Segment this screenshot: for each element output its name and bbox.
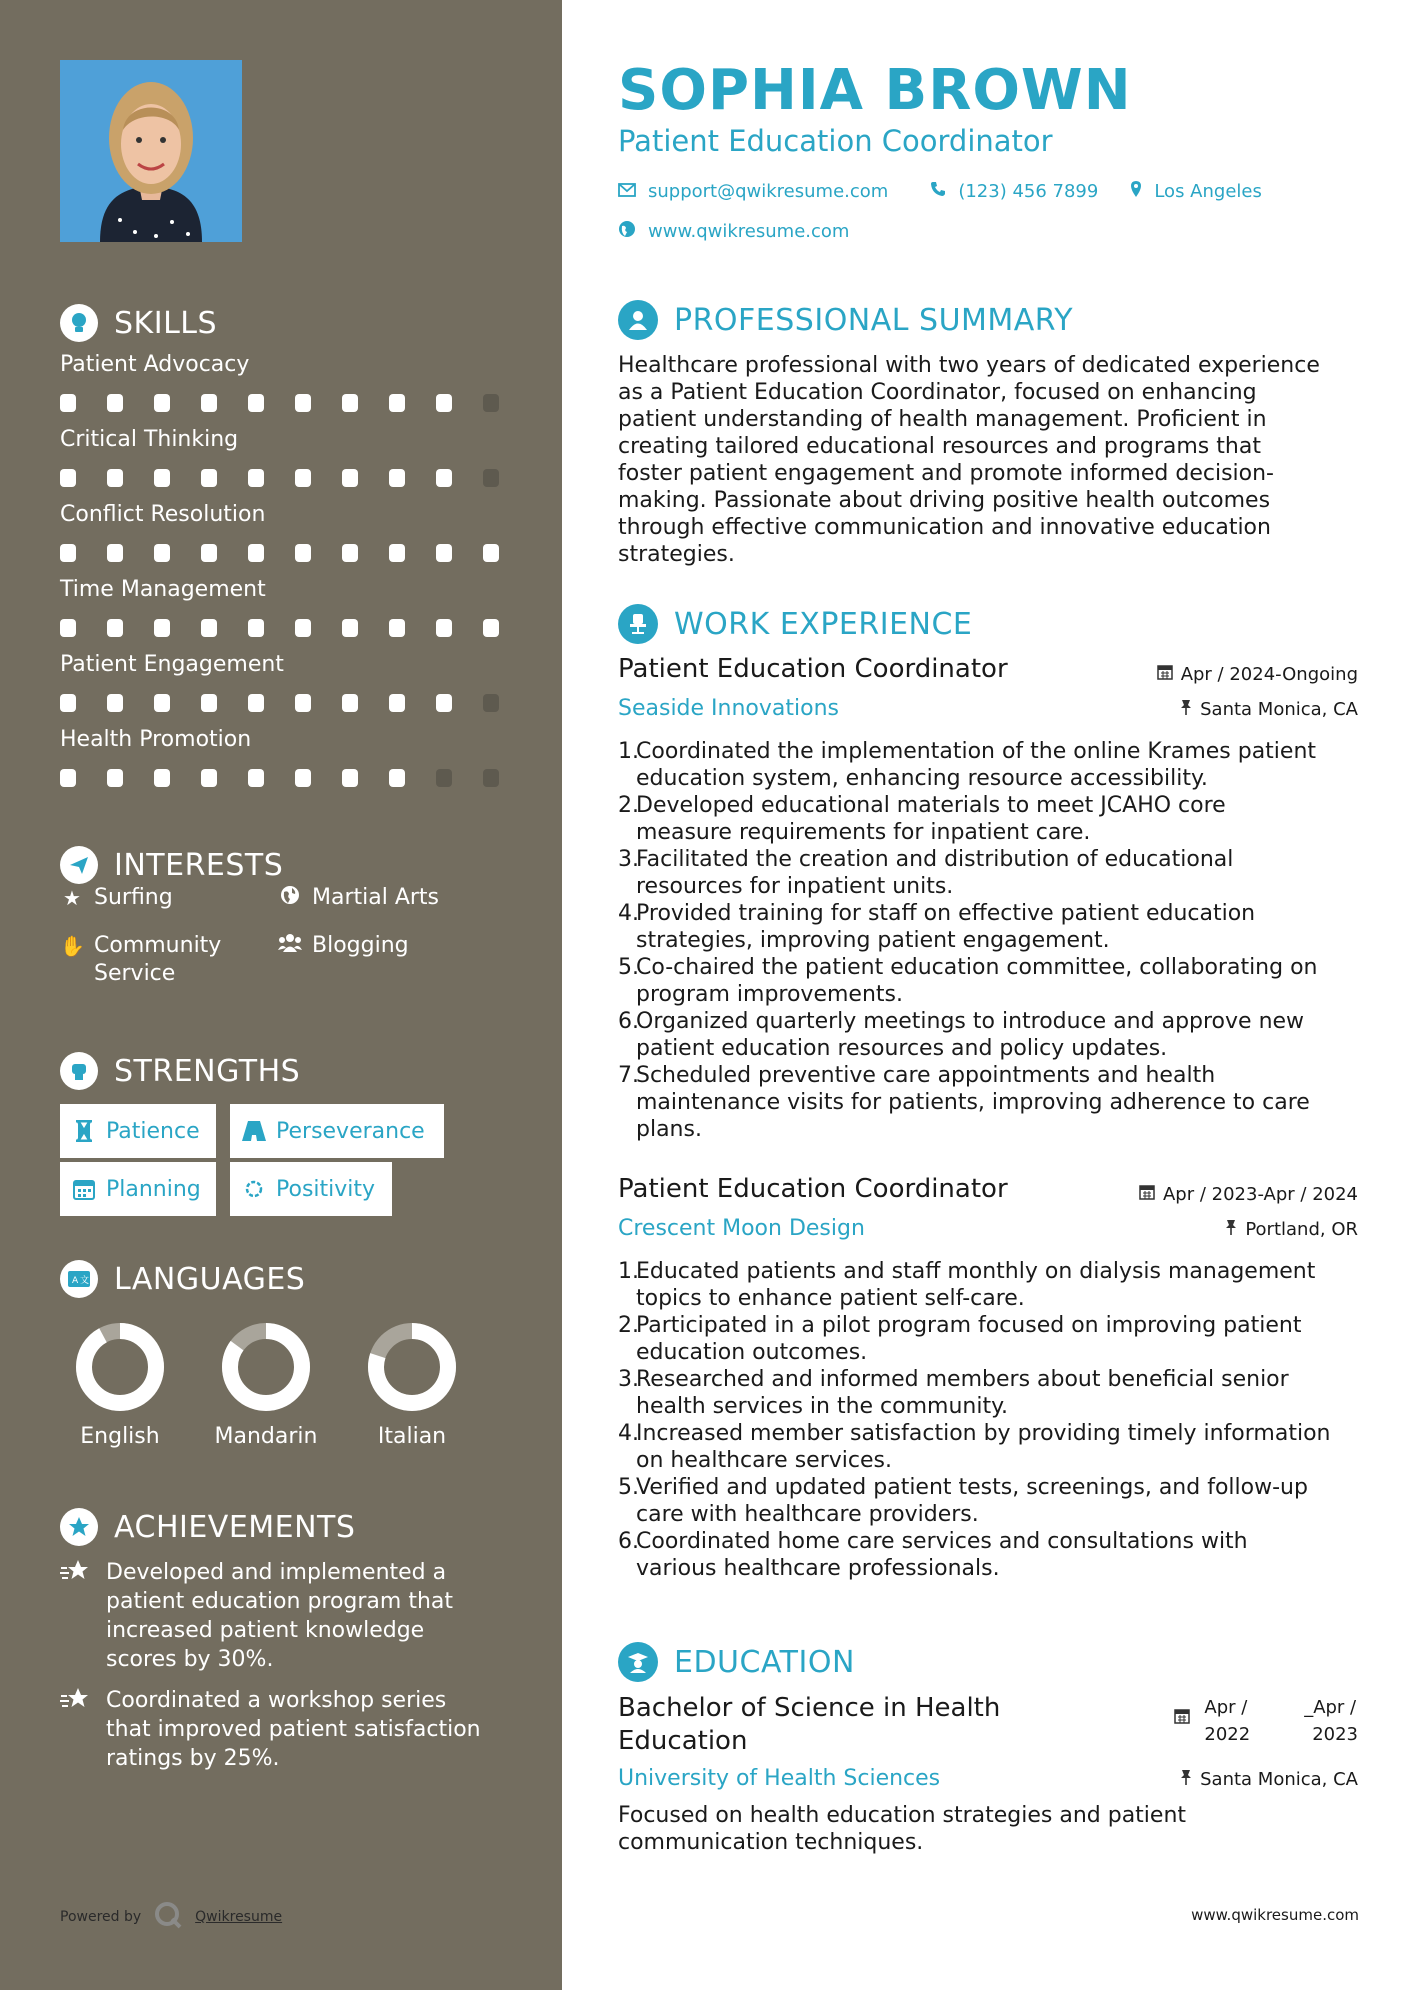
bullet-text <box>636 900 1255 954</box>
skill-dot <box>248 694 264 712</box>
skill-dot <box>107 394 123 412</box>
skill-dot <box>60 469 76 487</box>
skill-dot <box>154 769 170 787</box>
bullet-number: 6. <box>618 1529 639 1554</box>
bullet-line: Participated in a pilot program focused on improving patient <box>636 1313 1302 1338</box>
envelope-icon <box>618 181 636 202</box>
qwikresume-link[interactable]: Qwikresume <box>195 1909 283 1925</box>
star-badge-icon <box>60 1508 98 1546</box>
skill-dot <box>248 769 264 787</box>
bullet-line: Educated patients and staff monthly on dialysis management <box>636 1259 1316 1284</box>
job-location: Portland, OR <box>1225 1219 1358 1240</box>
shooting-star-icon <box>60 1686 94 1773</box>
strength-perseverance: Perseverance <box>230 1104 444 1158</box>
star-icon: ★ <box>63 886 81 910</box>
skill-dot <box>436 394 452 412</box>
bullet-line: strategies, improving patient engagement. <box>636 928 1110 953</box>
language-label: Mandarin <box>214 1424 318 1449</box>
bullet-text <box>636 1312 1301 1366</box>
qwikresume-logo-icon <box>153 1900 183 1934</box>
interest-surfing: ★ Surfing <box>60 884 173 912</box>
skill-dot <box>201 544 217 562</box>
bullet-text <box>636 1420 1330 1474</box>
bullet-number: 4. <box>618 1421 639 1446</box>
skill-dot <box>483 544 499 562</box>
skill-dot <box>248 469 264 487</box>
pushpin-icon <box>1180 699 1192 720</box>
svg-text:文: 文 <box>80 1276 90 1286</box>
education-dates: Apr / 2022 _Apr / 2023 <box>1174 1694 1358 1748</box>
skill-name: Patient Advocacy <box>60 352 250 377</box>
skill-dot <box>60 619 76 637</box>
pushpin-icon <box>1225 1219 1237 1240</box>
skill-dot <box>483 769 499 787</box>
skill-name: Time Management <box>60 577 266 602</box>
bullet-line: Developed educational materials to meet JCAHO core <box>636 793 1226 818</box>
fist-icon <box>60 1052 98 1090</box>
users-icon <box>278 932 302 960</box>
skill-item <box>60 427 510 487</box>
skill-dot <box>436 619 452 637</box>
bullet-line: Facilitated the creation and distribution of educational <box>636 847 1234 872</box>
job-bullet <box>618 1062 1358 1143</box>
bullet-text <box>636 1258 1315 1312</box>
candidate-name: SOPHIA BROWN <box>618 58 1132 123</box>
strength-positivity: Positivity <box>230 1162 392 1216</box>
bullet-number: 5. <box>618 1475 639 1500</box>
pushpin-icon <box>1180 1769 1192 1790</box>
bullet-text <box>636 1366 1289 1420</box>
language-icon <box>60 1260 98 1298</box>
bullet-line: measure requirements for inpatient care. <box>636 820 1091 845</box>
footer-website-link[interactable]: www.qwikresume.com <box>1191 1906 1359 1924</box>
job-date: Apr / 2023-Apr / 2024 <box>1139 1184 1358 1205</box>
education-location: Santa Monica, CA <box>1180 1769 1358 1790</box>
skill-dot <box>60 769 76 787</box>
skill-dot <box>483 394 499 412</box>
job-location: Santa Monica, CA <box>1180 699 1358 720</box>
job-bullet <box>618 1312 1358 1366</box>
skill-dot <box>389 694 405 712</box>
language-level-ring <box>221 1322 311 1412</box>
job-bullet <box>618 1258 1358 1312</box>
skill-level-dots <box>60 619 510 637</box>
road-icon <box>242 1119 266 1143</box>
skill-item <box>60 727 510 787</box>
bullet-number: 4. <box>618 901 639 926</box>
bullet-line: Provided training for staff on effective patient education <box>636 901 1256 926</box>
bullet-line: plans. <box>636 1117 702 1142</box>
skill-item <box>60 652 510 712</box>
job-bullet <box>618 954 1358 1008</box>
job-bullet <box>618 1474 1358 1528</box>
skill-dot <box>295 619 311 637</box>
job-title: Patient Education Coordinator <box>618 654 1008 684</box>
skill-item <box>60 502 510 562</box>
interests-heading: INTERESTS <box>60 846 283 884</box>
bullet-line: Researched and informed members about beneficial senior <box>636 1367 1289 1392</box>
language-item <box>55 1322 185 1449</box>
bullet-line: on healthcare services. <box>636 1448 892 1473</box>
bullet-line: health services in the community. <box>636 1394 1008 1419</box>
skill-dot <box>436 544 452 562</box>
skill-dot <box>342 544 358 562</box>
skill-dot <box>295 469 311 487</box>
candidate-role: Patient Education Coordinator <box>618 124 1053 158</box>
skill-level-dots <box>60 694 510 712</box>
strength-planning: Planning <box>60 1162 216 1216</box>
skill-dot <box>295 394 311 412</box>
bullet-text <box>636 1474 1308 1528</box>
language-level-ring <box>75 1322 165 1412</box>
bullet-number: 1. <box>618 1259 639 1284</box>
website-link[interactable]: www.qwikresume.com <box>648 221 850 242</box>
user-icon <box>618 300 658 340</box>
sun-icon <box>242 1177 266 1201</box>
achievement-item: Developed and implemented a patient education program that increased patient knowledge scores by 30%. <box>60 1558 510 1674</box>
education-heading: EDUCATION <box>618 1642 855 1682</box>
job-bullet <box>618 1420 1358 1474</box>
bullet-number: 3. <box>618 847 639 872</box>
email-link[interactable]: support@qwikresume.com <box>648 181 889 202</box>
skill-dot <box>342 694 358 712</box>
strengths-heading: STRENGTHS <box>60 1052 300 1090</box>
contact-row <box>618 180 1262 203</box>
skill-dot <box>342 769 358 787</box>
skill-dot <box>107 694 123 712</box>
skill-dot <box>295 694 311 712</box>
job-date: Apr / 2024-Ongoing <box>1157 664 1358 685</box>
job-bullet <box>618 738 1358 792</box>
skill-dot <box>483 694 499 712</box>
skill-dot <box>201 769 217 787</box>
bullet-text <box>636 1008 1304 1062</box>
sidebar <box>0 0 562 1990</box>
education-description: Focused on health education strategies and patient communication techniques. <box>618 1803 1187 1855</box>
skill-level-dots <box>60 769 510 787</box>
company-name: Seaside Innovations <box>618 696 839 721</box>
achievement-item: Coordinated a workshop series that improved patient satisfaction ratings by 25%. <box>60 1686 510 1773</box>
bullet-text <box>636 846 1233 900</box>
job-bullet <box>618 900 1358 954</box>
bullet-text <box>636 792 1226 846</box>
location-text: Los Angeles <box>1154 181 1262 202</box>
skill-dot <box>107 544 123 562</box>
skill-dot <box>389 469 405 487</box>
lightbulb-icon <box>60 304 98 342</box>
skill-dot <box>248 394 264 412</box>
bullet-text <box>636 1062 1310 1143</box>
hand-icon: ✋ <box>60 934 85 958</box>
bullet-line: topics to enhance patient self-care. <box>636 1286 1025 1311</box>
skill-dot <box>342 619 358 637</box>
interest-blogging: Blogging <box>278 932 409 960</box>
job-bullet <box>618 846 1358 900</box>
language-level-ring <box>367 1322 457 1412</box>
skill-name: Patient Engagement <box>60 652 284 677</box>
skill-dot <box>154 544 170 562</box>
skill-dot <box>60 394 76 412</box>
calendar-icon <box>1139 1184 1155 1205</box>
languages-heading: A 文 LANGUAGES <box>60 1260 305 1298</box>
bullet-line: Verified and updated patient tests, screenings, and follow-up <box>636 1475 1308 1500</box>
office-chair-icon <box>618 604 658 644</box>
skill-dot <box>389 394 405 412</box>
skill-level-dots <box>60 544 510 562</box>
summary-text: Healthcare professional with two years of dedicated experience as a Patient Education Coordinator, focused on enhancing patient understanding of health management. Proficient in creating tailored educational resources and programs that foster patient engagement and promote informed decision- making. Passionate about driving positive health outcomes through effective communication and innovative education strategies. <box>618 353 1320 567</box>
hourglass-icon <box>72 1119 96 1143</box>
bullet-line: Increased member satisfaction by providing timely information <box>636 1421 1331 1446</box>
skill-item <box>60 352 510 412</box>
powered-by: Powered by Qwikresume <box>60 1900 282 1934</box>
bullet-line: Organized quarterly meetings to introduce and approve new <box>636 1009 1305 1034</box>
skill-dot <box>154 694 170 712</box>
skill-dot <box>389 544 405 562</box>
skill-dot <box>436 694 452 712</box>
skill-dot <box>154 619 170 637</box>
phone-number[interactable]: (123) 456 7899 <box>958 181 1099 202</box>
skill-dot <box>154 469 170 487</box>
bullet-text <box>636 1528 1248 1582</box>
skill-dot <box>483 619 499 637</box>
skill-name: Critical Thinking <box>60 427 239 452</box>
skill-dot <box>389 619 405 637</box>
bullet-line: care with healthcare providers. <box>636 1502 979 1527</box>
graduate-icon <box>618 1642 658 1682</box>
skill-level-dots <box>60 469 510 487</box>
skill-item <box>60 577 510 637</box>
skill-dot <box>436 469 452 487</box>
skill-dot <box>201 694 217 712</box>
skill-dot <box>60 694 76 712</box>
bullet-number: 2. <box>618 1313 639 1338</box>
calendar-icon <box>1174 1708 1190 1729</box>
bullet-line: program improvements. <box>636 982 903 1007</box>
interest-martial-arts: Martial Arts <box>278 884 439 912</box>
school-name: University of Health Sciences <box>618 1766 941 1791</box>
skill-dot <box>436 769 452 787</box>
language-ring-fill <box>84 1331 156 1403</box>
bullet-number: 3. <box>618 1367 639 1392</box>
bullet-line: Coordinated home care services and consultations with <box>636 1529 1248 1554</box>
skill-dot <box>248 544 264 562</box>
skill-dot <box>342 469 358 487</box>
calendar-icon <box>1157 664 1173 685</box>
summary-heading: PROFESSIONAL SUMMARY <box>618 300 1073 340</box>
skill-dot <box>483 469 499 487</box>
svg-text:A: A <box>72 1276 79 1286</box>
job-bullet <box>618 792 1358 846</box>
profile-photo <box>60 60 242 242</box>
skill-dot <box>201 394 217 412</box>
job-bullet <box>618 1008 1358 1062</box>
language-item <box>201 1322 331 1449</box>
bullet-line: education system, enhancing resource accessibility. <box>636 766 1208 791</box>
skill-dot <box>60 544 76 562</box>
skill-dot <box>154 394 170 412</box>
skill-dot <box>342 394 358 412</box>
bullet-number: 7. <box>618 1063 639 1088</box>
skill-name: Conflict Resolution <box>60 502 266 527</box>
skill-dot <box>248 619 264 637</box>
skill-name: Health Promotion <box>60 727 252 752</box>
globe-icon <box>278 884 302 912</box>
skill-dot <box>107 619 123 637</box>
experience-heading: WORK EXPERIENCE <box>618 604 972 644</box>
skill-dot <box>107 769 123 787</box>
skills-heading: SKILLS <box>60 304 217 342</box>
language-label: Italian <box>377 1424 447 1449</box>
shooting-star-icon <box>60 1558 94 1674</box>
job-bullet <box>618 1528 1358 1582</box>
skill-dot <box>201 619 217 637</box>
bullet-line: education outcomes. <box>636 1340 868 1365</box>
interest-community-service: ✋ Community Service <box>60 933 222 986</box>
bullet-text <box>636 738 1316 792</box>
bullet-text <box>636 954 1317 1008</box>
calendar-icon <box>72 1177 96 1201</box>
job-title: Patient Education Coordinator <box>618 1174 1008 1204</box>
bullet-line: maintenance visits for patients, improving adherence to care <box>636 1090 1310 1115</box>
bullet-line: various healthcare professionals. <box>636 1556 1000 1581</box>
bullet-number: 5. <box>618 955 639 980</box>
skill-dot <box>295 544 311 562</box>
job-bullet <box>618 1366 1358 1420</box>
strength-patience: Patience <box>60 1104 216 1158</box>
bullet-number: 6. <box>618 1009 639 1034</box>
bullet-line: patient education resources and policy updates. <box>636 1036 1168 1061</box>
skill-dot <box>107 469 123 487</box>
job-bullets <box>618 738 1358 1143</box>
skill-level-dots <box>60 394 510 412</box>
company-name: Crescent Moon Design <box>618 1216 865 1241</box>
bullet-number: 1. <box>618 739 639 764</box>
website-row <box>618 220 849 243</box>
achievements-heading: ACHIEVEMENTS <box>60 1508 355 1546</box>
degree-title: Bachelor of Science in Health Education <box>618 1693 1001 1756</box>
skill-dot <box>201 469 217 487</box>
bullet-number: 2. <box>618 793 639 818</box>
globe-icon <box>618 220 636 243</box>
phone-icon <box>930 181 946 202</box>
bullet-line: Scheduled preventive care appointments and health <box>636 1063 1216 1088</box>
bullet-line: Coordinated the implementation of the online Krames patient <box>636 739 1317 764</box>
skill-dot <box>389 769 405 787</box>
language-label: English <box>80 1424 160 1449</box>
bullet-line: resources for inpatient units. <box>636 874 954 899</box>
job-bullets <box>618 1258 1358 1582</box>
language-item <box>347 1322 477 1449</box>
skill-dot <box>295 769 311 787</box>
bullet-line: Co-chaired the patient education committee, collaborating on <box>636 955 1318 980</box>
paper-plane-icon <box>60 846 98 884</box>
map-pin-icon <box>1130 180 1142 203</box>
